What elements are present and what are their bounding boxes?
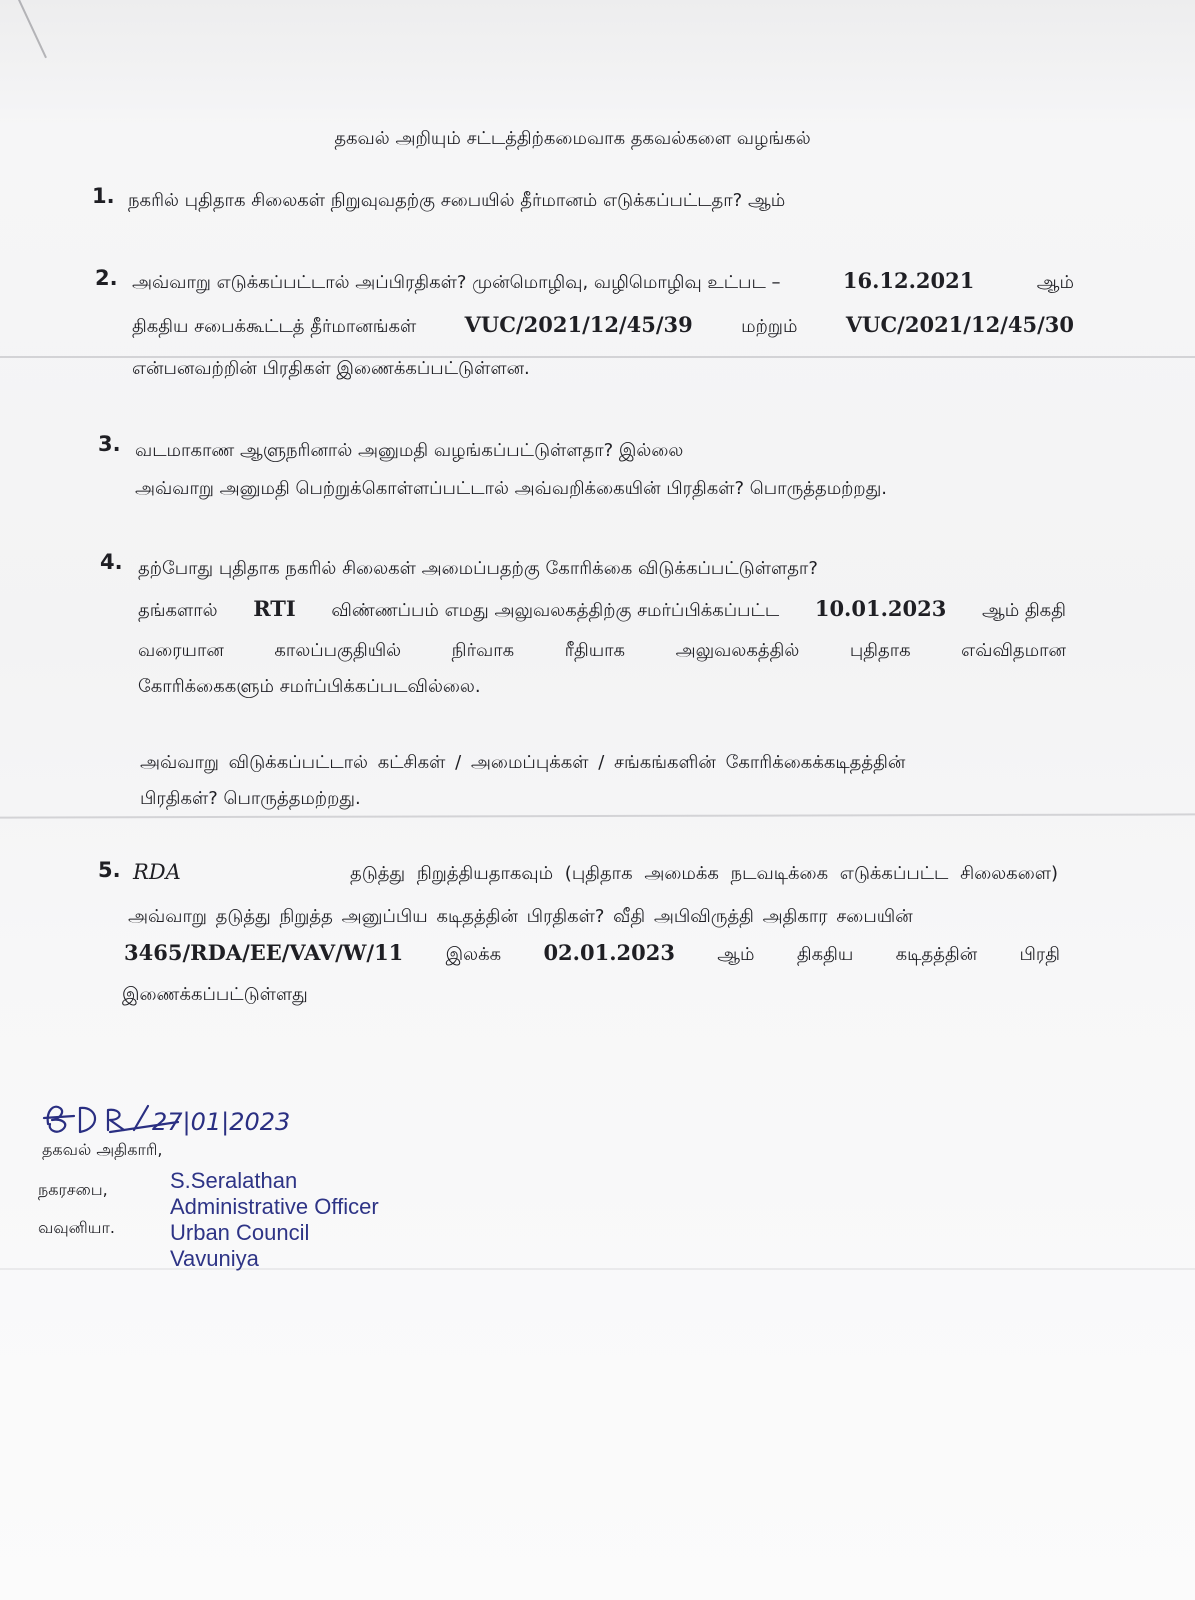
text-segment: தடுத்து நிறுத்தியதாகவும் (புதிதாக அமைக்க நடவடிக்கை எடுக்கப்பட்ட சிலைகளை): [350, 863, 1058, 884]
item-number: 1.: [92, 184, 115, 208]
text-segment: தங்களால்: [138, 600, 218, 621]
item-line: பிரதிகள்? பொருத்தமற்றது.: [140, 788, 361, 809]
answer-text: இல்லை: [618, 440, 684, 461]
word: நிர்வாக: [451, 640, 515, 661]
question-text: தற்போது புதிதாக நகரில் சிலைகள் அமைப்பதற்கு கோரிக்கை விடுக்கப்பட்டுள்ளதா?: [138, 558, 818, 579]
word: இலக்க: [445, 944, 502, 965]
item-line: கோரிக்கைகளும் சமர்ப்பிக்கப்படவில்லை.: [138, 676, 481, 697]
item-number: 2.: [95, 266, 118, 290]
item-line: [138, 640, 1066, 663]
word: புதிதாக: [849, 640, 911, 661]
word: கடிதத்தின்: [895, 944, 978, 965]
letter-reference: 3465/RDA/EE/VAV/W/11: [124, 940, 404, 965]
word: காலப்பகுதியில்: [274, 640, 402, 661]
office-name: நகரசபை,: [38, 1180, 108, 1199]
item-line: [124, 940, 1060, 967]
word: ஆம்: [717, 944, 755, 965]
answer-text: ஆம்: [747, 190, 786, 211]
official-stamp: [170, 1168, 379, 1272]
word: எவ்விதமான: [961, 640, 1066, 661]
letter-date: 02.01.2023: [543, 940, 675, 965]
item-number: 5.: [98, 858, 121, 882]
rti-label: RTI: [253, 596, 296, 621]
answer-text: என்பனவற்றின் பிரதிகள் இணைக்கப்பட்டுள்ளன.: [132, 358, 530, 379]
officer-role: தகவல் அதிகாரி,: [42, 1140, 163, 1159]
item-number: 3.: [98, 432, 121, 456]
item-line: [132, 268, 1074, 295]
word: அலுவலகத்தில்: [675, 640, 800, 661]
text-segment: விண்ணப்பம் எமது அலுவலகத்திற்கு சமர்ப்பிக்கப்பட்ட: [331, 600, 780, 621]
document-title: தகவல் அறியும் சட்டத்திற்கமைவாக தகவல்களை வழங்கல்: [334, 128, 811, 149]
stamp-name: S.Seralathan: [170, 1168, 298, 1193]
paper-corner-fold: [0, 0, 47, 75]
word: பிரதி: [1019, 944, 1060, 965]
stamp-title: Administrative Officer: [170, 1194, 379, 1219]
rda-label: RDA: [133, 860, 181, 884]
item-number: 4.: [100, 550, 123, 574]
item-question: [135, 440, 683, 463]
handwritten-date: 27|01|2023: [152, 1108, 291, 1136]
word: ரீதியாக: [564, 640, 626, 661]
question-text: வடமாகாண ஆளுநரினால் அனுமதி வழங்கப்பட்டுள்ளதா?: [135, 440, 614, 461]
item-line: அவ்வாறு தடுத்து நிறுத்த அனுப்பிய கடிதத்தின் பிரதிகள்? வீதி அபிவிருத்தி அதிகார சபையின்: [128, 906, 913, 927]
stamp-city: Vavuniya: [170, 1246, 259, 1271]
paper-fold-line: [0, 813, 1195, 818]
resolution-reference: VUC/2021/12/45/39: [464, 312, 693, 337]
resolution-reference: VUC/2021/12/45/30: [845, 312, 1074, 337]
office-place: வவுனியா.: [38, 1218, 115, 1237]
question-text: நகரில் புதிதாக சிலைகள் நிறுவுவதற்கு சபையில் தீர்மானம் எடுக்கப்பட்டதா?: [128, 190, 743, 211]
item-line: அவ்வாறு விடுக்கப்பட்டால் கட்சிகள் / அமைப்புக்கள் / சங்கங்களின் கோரிக்கைக்கடிதத்தின்: [140, 752, 906, 773]
resolution-date: 16.12.2021: [842, 268, 975, 293]
application-date: 10.01.2023: [814, 596, 947, 621]
item-line: [138, 596, 1066, 623]
item-line: [132, 312, 1074, 339]
item-question: [128, 190, 785, 213]
word: வரையான: [138, 640, 224, 661]
word: திகதிய: [796, 944, 854, 965]
text-segment: ஆம் திகதி: [981, 600, 1066, 621]
question-text: அவ்வாறு எடுக்கப்பட்டால் அப்பிரதிகள்? முன்மொழிவு, வழிமொழிவு உட்பட –: [132, 272, 781, 293]
word: மற்றும்: [741, 316, 798, 337]
handwritten-signature: [40, 1098, 380, 1146]
text-segment: திகதிய சபைக்கூட்டத் தீர்மானங்கள்: [132, 316, 417, 337]
item-line: அவ்வாறு அனுமதி பெற்றுக்கொள்ளப்பட்டால் அவ்வறிக்கையின் பிரதிகள்? பொருத்தமற்றது.: [135, 478, 888, 499]
stamp-org: Urban Council: [170, 1220, 310, 1245]
word: ஆம்: [1036, 272, 1074, 293]
item-line: [133, 860, 1058, 886]
item-line: இணைக்கப்பட்டுள்ளது: [122, 984, 308, 1005]
